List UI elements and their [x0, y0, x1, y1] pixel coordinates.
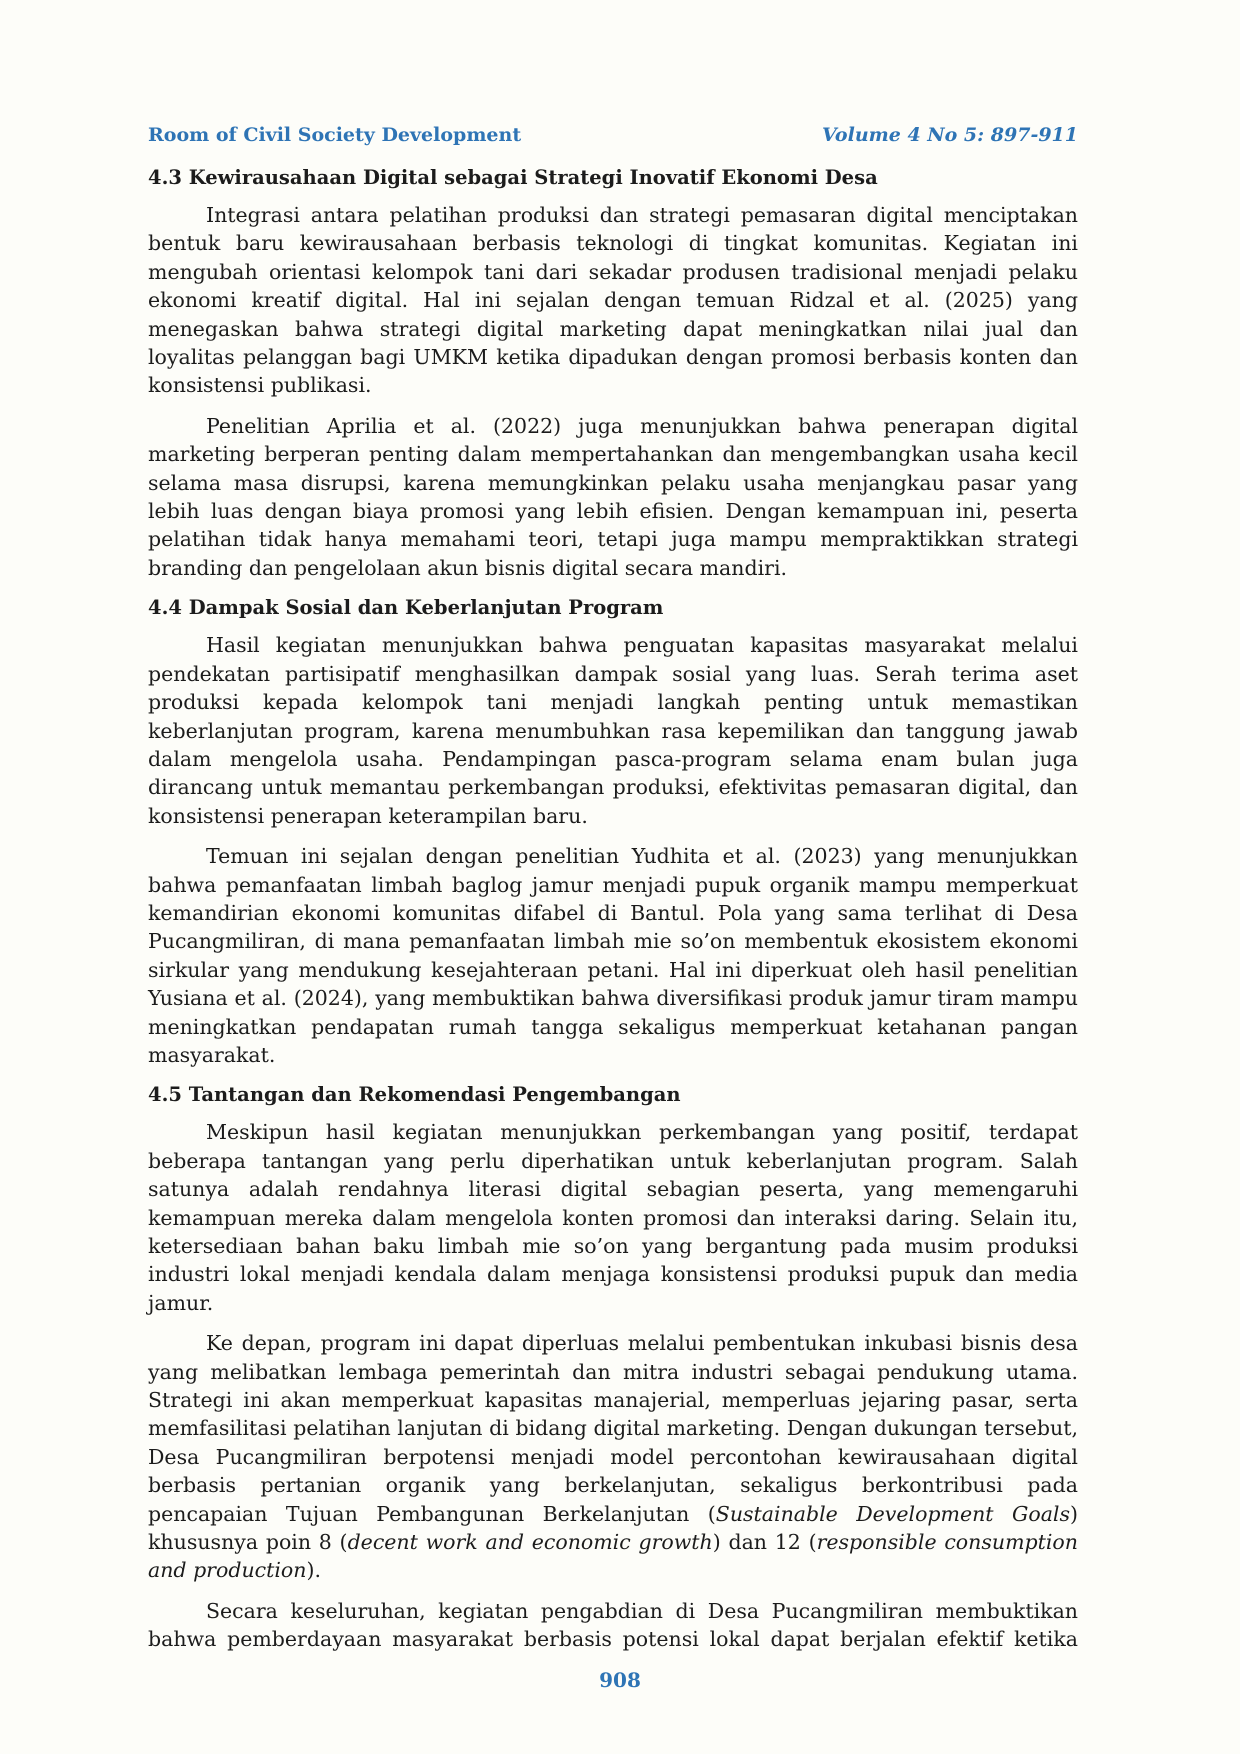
- paragraph-continued: Secara keseluruhan, kegiatan pengabdian di Desa Pucangmiliran membuktikan bahwa pemberdayaan masyarakat berbasis potensi lokal dapat berjalan efektif ketika: [148, 1598, 1078, 1652]
- section-heading-4-5: 4.5 Tantangan dan Rekomendasi Pengembangan: [148, 1083, 681, 1107]
- journal-title: Room of Civil Society Development: [148, 124, 522, 146]
- text-run: Ke depan, program ini dapat diperluas melalui pembentukan inkubasi bisnis desa yang melibatkan lembaga pemerintah dan mitra industri sebagai pendukung utama. Strategi ini akan memperkuat kapasitas manajerial, memperluas jejaring pasar, serta memfasilitasi pelatihan lanjutan di bidang digital marketing. Dengan dukungan tersebut, Desa Pucangmiliran berpotensi menjadi model percontohan kewirausahaan digital berbasis pertanian organik yang berkelanjutan, sekaligus berkontribusi pada pencapaian Tujuan Pembangunan Berkelanjutan (: [148, 1331, 1078, 1526]
- section-heading-4-4: 4.4 Dampak Sosial dan Keberlanjutan Program: [148, 596, 664, 620]
- page: [148, 124, 1078, 1666]
- running-header: [148, 124, 1078, 146]
- paragraph: Penelitian Aprilia et al. (2022) juga menunjukkan bahwa penerapan digital marketing berperan penting dalam mempertahankan dan mengembangkan usaha kecil selama masa disrupsi, karena memungkinkan pelaku usaha menjangkau pasar yang lebih luas dengan biaya promosi yang lebih efisien. Dengan kemampuan ini, peserta pelatihan tidak hanya memahami teori, tetapi juga mampu mempraktikkan strategi branding dan pengelolaan akun bisnis digital secara mandiri.: [148, 413, 1078, 580]
- text-run: ).: [306, 1558, 321, 1583]
- page-number: 908: [599, 1668, 641, 1692]
- paragraph: Temuan ini sejalan dengan penelitian Yudhita et al. (2023) yang menunjukkan bahwa pemanfaatan limbah baglog jamur menjadi pupuk organik mampu memperkuat kemandirian ekonomi komunitas difabel di Bantul. Pola yang sama terlihat di Desa Pucangmiliran, di mana pemanfaatan limbah mie so’on membentuk ekosistem ekonomi sirkular yang mendukung kesejahteraan petani. Hal ini diperkuat oleh hasil penelitian Yusiana et al. (2024), yang membuktikan bahwa diversifikasi produk jamur tiram mampu meningkatkan pendapatan rumah tangga sekaligus memperkuat ketahanan pangan masyarakat.: [148, 844, 1078, 1067]
- section-heading-4-3: 4.3 Kewirausahaan Digital sebagai Strategi Inovatif Ekonomi Desa: [148, 166, 878, 189]
- paragraph: Integrasi antara pelatihan produksi dan strategi pemasaran digital menciptakan bentuk baru kewirausahaan berbasis teknologi di tingkat komunitas. Kegiatan ini mengubah orientasi kelompok tani dari sekadar produsen tradisional menjadi pelaku ekonomi kreatif digital. Hal ini sejalan dengan temuan Ridzal et al. (2025) yang menegaskan bahwa strategi digital marketing dapat meningkatkan nilai jual dan loyalitas pelanggan bagi UMKM ketika dipadukan dengan promosi berbasis konten dan konsistensi publikasi.: [148, 203, 1078, 398]
- volume-info: Volume 4 No 5: 897-911: [821, 124, 1078, 146]
- paragraph-sdg: [148, 1329, 1078, 1585]
- italic-term: responsible consumption and production: [148, 1530, 1078, 1583]
- text-run: ) dan 12 (: [712, 1530, 817, 1555]
- paragraph: Hasil kegiatan menunjukkan bahwa penguatan kapasitas masyarakat melalui pendekatan partisipatif menghasilkan dampak sosial yang luas. Serah terima aset produksi kepada kelompok tani menjadi langkah penting untuk memastikan keberlanjutan program, karena menumbuhkan rasa kepemilikan dan tanggung jawab dalam mengelola usaha. Pendampingan pasca-program selama enam bulan juga dirancang untuk memantau perkembangan produksi, efektivitas pemasaran digital, dan konsistensi penerapan keterampilan baru.: [148, 633, 1078, 828]
- paragraph: Meskipun hasil kegiatan menunjukkan perkembangan yang positif, terdapat beberapa tantangan yang perlu diperhatikan untuk keberlanjutan program. Salah satunya adalah rendahnya literasi digital sebagian peserta, yang memengaruhi kemampuan mereka dalam mengelola konten promosi dan interaksi daring. Selain itu, ketersediaan bahan baku limbah mie so’on yang bergantung pada musim produksi industri lokal menjadi kendala dalam menjaga konsistensi produksi pupuk dan media jamur.: [148, 1120, 1078, 1315]
- italic-term: decent work and economic growth: [347, 1530, 713, 1555]
- italic-term: Sustainable Development Goals: [715, 1501, 1070, 1526]
- text-run: ) khususnya poin 8 (: [148, 1501, 1078, 1555]
